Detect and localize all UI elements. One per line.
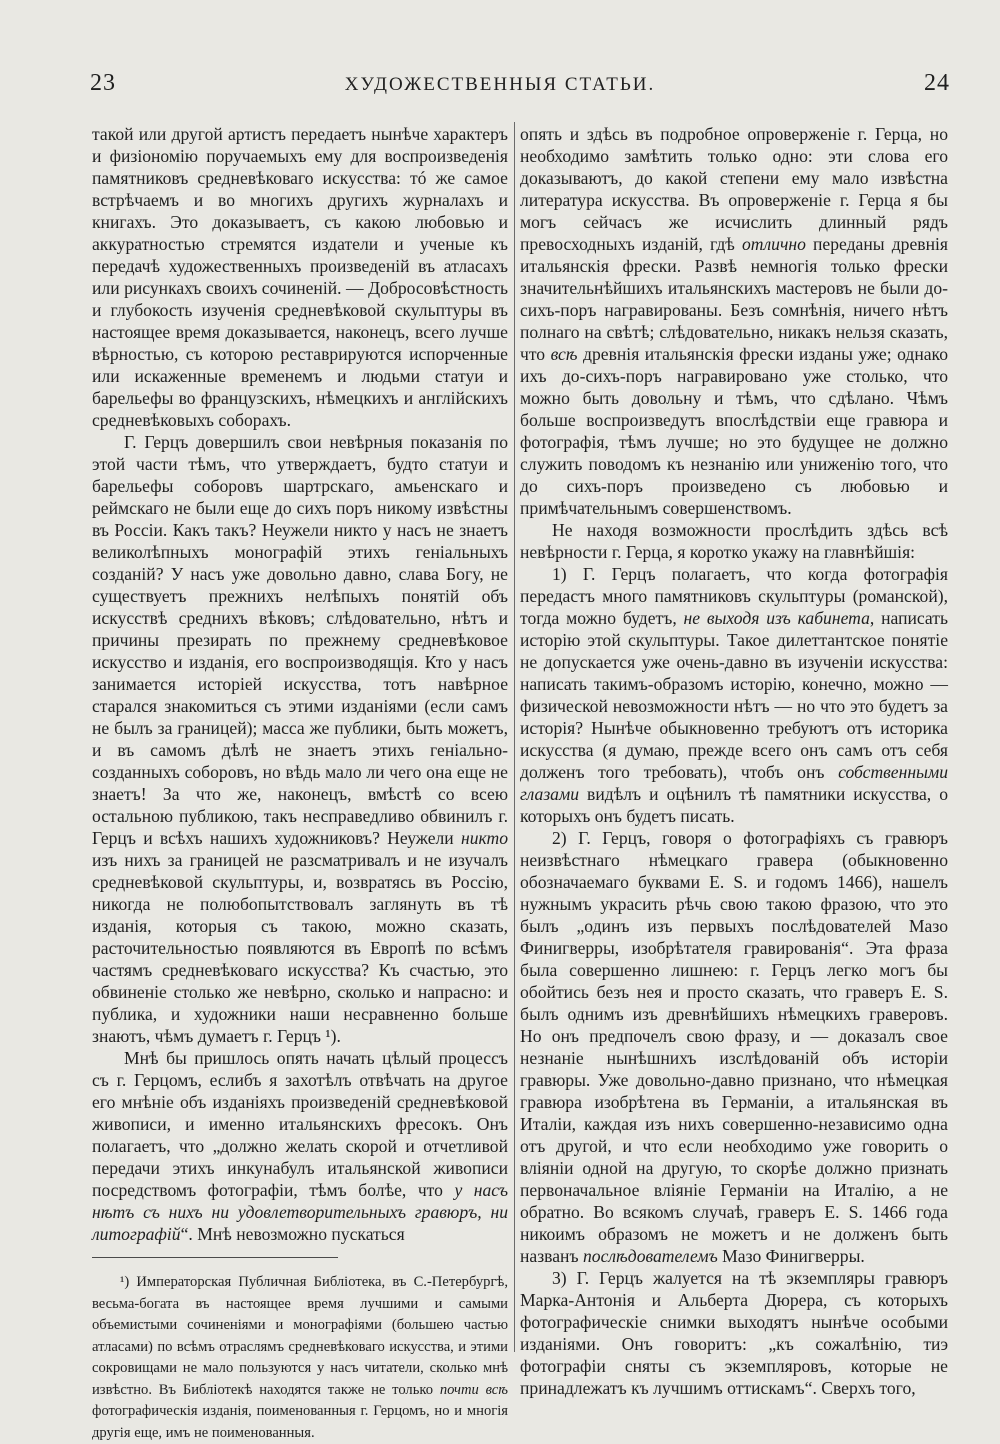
- column-divider: [514, 122, 515, 1352]
- right-paragraph-5: 3) Г. Герцъ жалуется на тѣ экземпляры гравюръ Марка-Антонія и Альберта Дюрера, съ которыхъ фотографическіе снимки выходятъ нынѣче особыми изданіями. Онъ говоритъ: „къ сожалѣнію, тиэ фотографіи сняты съ экземпляровъ, которые не принадлежатъ къ лучшимъ оттискамъ“. Сверхъ того,: [520, 1268, 948, 1398]
- right-p1-emphasis-2: всѣ: [550, 344, 578, 364]
- left-column: [92, 123, 508, 1444]
- right-paragraph-1: [520, 123, 948, 519]
- left-p2-emphasis: никто: [460, 828, 508, 848]
- left-p3-text-a: Мнѣ бы пришлось опять начать цѣлый процессъ съ г. Герцомъ, еслибъ я захотѣлъ отвѣчать на другое его мнѣніе объ изданіяхъ произведеній средневѣковой живописи, и именно итальянскихъ фресокъ. Онъ полагаетъ, что „должно желать скорой и отчетливой передачи этихъ инкунабулъ итальянской живописи посредствомъ фотографіи, тѣмъ болѣе, что: [92, 1048, 508, 1200]
- right-column: [520, 123, 948, 1399]
- right-p4-text-a: 2) Г. Герцъ, говоря о фотографіяхъ съ гравюръ неизвѣстнаго нѣмецкаго гравера (обыкновенно обозначаемаго буквами E. S. и годомъ 1466), нашелъ нужнымъ украсить рѣчь свою такою фразою, что это былъ „одинъ изъ первыхъ послѣдователей Мазо Финигверры, изобрѣтателя гравированія“. Эта фраза была совершенно лишнею: г. Герцъ легко могъ бы обойтись безъ нея и просто сказать, что граверъ E. S. былъ однимъ изъ древнѣйшихъ нѣмецкихъ граверовъ. Но онъ предпочелъ свою фразу, и — доказалъ свое незнаніе нынѣшнихъ изслѣдованій объ исторіи гравюры. Уже довольно-давно признано, что нѣмецкая гравюра изобрѣтена въ Германіи, а итальянская въ Италіи, каждая изъ нихъ совершенно-независимо одна отъ другой, и что если необходимо уже говорить о вліяніи одной на другую, то скорѣе должно признать первоначальное вліяніе Германіи на Италію, а не обратно. Во всякомъ случаѣ, граверъ E. S. 1466 года никоимъ образомъ не можетъ и не долженъ быть названъ: [520, 828, 948, 1266]
- footnote-emphasis: почти всѣ: [439, 1381, 508, 1398]
- right-paragraph-3: [520, 563, 948, 827]
- right-p3-emphasis-1: не выходя изъ кабинета: [683, 608, 870, 628]
- left-paragraph-1: такой или другой артистъ передаетъ нынѣче характеръ и физіономію поручаемыхъ ему для воспроизведенія памятниковъ средневѣковаго искусства: тó же самое встрѣчаемъ и во многихъ другихъ журналахъ и книгахъ. Это доказываетъ, съ какою любовью и аккуратностью стремятся издатели и ученые къ передачѣ художественныхъ произведеній въ атласахъ или рисункахъ своихъ сочиненій. — Добросовѣстность и глубокость изученія средневѣковой скульптуры въ настоящее время доказывается, наконецъ, всего лучше вѣрностью, съ которою реставрируются испорченные или искаженные временемъ и людьми статуи и барельефы во французскихъ, нѣмецкихъ и англійскихъ средневѣковыхъ соборахъ.: [92, 124, 508, 430]
- right-p1-text-a: опять и здѣсь въ подробное опроверженіе г. Герца, но необходимо замѣтить только одно: эти слова его доказываютъ, до какой степени ему мало извѣстна литература искусства. Въ опроверженіе г. Герца я бы могъ сейчасъ же исчислить длинный рядъ превосходныхъ изданій, гдѣ: [520, 124, 948, 254]
- right-p1-emphasis-1: отлично: [741, 234, 806, 254]
- footnote-rule: [92, 1257, 338, 1258]
- left-p3-text-b: “. Мнѣ невозможно пускаться: [180, 1224, 405, 1244]
- right-p4-text-b: Мазо Финигверры.: [722, 1246, 865, 1266]
- footnote-text-a: ¹) Императорская Публичная Библіотека, въ С.-Петербургѣ, весьма-богата въ настоящее время лучшими и самыми объемистыми сочиненіями и монографіями (большею частью атласами) по всѣмъ отраслямъ средневѣковаго искусства, и этими сокровищами не мало пользуются у насъ читатели, сколько мнѣ извѣстно. Въ Библіотекѣ находятся также не только: [92, 1274, 508, 1398]
- left-p2-text-a: Г. Герцъ довершилъ свои невѣрныя показанія по этой части тѣмъ, что утверждаетъ, будто статуи и барельефы соборовъ шартрскаго, амьенскаго и реймскаго не были еще до сихъ поръ никому извѣстны въ Россіи. Какъ такъ? Неужели никто у насъ не знаетъ великолѣпныхъ монографій этихъ геніальныхъ созданій? У насъ уже довольно давно, слава Богу, не существуетъ прежнихъ нелѣпыхъ понятій объ искусствѣ среднихъ вѣковъ; слѣдовательно, нѣтъ и причины презирать по прежнему средневѣковое искусство и изданія, его воспроизводящія. Кто у насъ занимается исторіей искусства, тотъ навѣрное старался знакомиться съ этими изданіями (если самъ не былъ за границей); масса же публики, быть можетъ, и въ самомъ дѣлѣ не знаетъ этихъ геніально-созданныхъ соборовъ, но вѣдь мало ли чего она еще не знаетъ! За что же, наконецъ, вмѣстѣ со всею остальною публикою, такъ несправедливо обвинилъ г. Герцъ и всѣхъ нашихъ художниковъ? Неужели: [92, 432, 508, 848]
- left-paragraph-3: [92, 1047, 508, 1245]
- right-p1-text-b: переданы древнія итальянскія фрески. Развѣ немногія только фрески значительнѣйшихъ итальянскихъ мастеровъ не были до-сихъ-поръ награвированы. Безъ сомнѣнія, ничего нѣтъ полнаго на свѣтѣ; слѣдовательно, никакъ нельзя сказать, что: [520, 234, 948, 364]
- right-p3-text-c: видѣлъ и оцѣнилъ тѣ памятники искусства, о которыхъ онъ будетъ писать.: [520, 784, 948, 826]
- left-paragraph-2: [92, 431, 508, 1047]
- page-number-right: 24: [924, 70, 950, 96]
- right-p3-text-a: 1) Г. Герцъ полагаетъ, что когда фотографія передастъ много памятниковъ скульптуры (романской), тогда можно будетъ,: [520, 564, 948, 628]
- right-p4-emphasis: послѣдователемъ: [582, 1246, 718, 1266]
- right-p1-text-c: древнія итальянскія фрески изданы уже; однако ихъ до-сихъ-поръ награвировано уже столько, что можно быть довольну и тѣмъ, что сдѣлано. Чѣмъ больше воспроизведутъ впослѣдствіи еще гравюра и фотографія, тѣмъ лучше; но это будущее не должно служить поводомъ къ незнанію или униженію того, что до сихъ-поръ произведено съ любовью и примѣчательнымъ совершенствомъ.: [520, 344, 948, 518]
- left-p2-text-b: изъ нихъ за границей не разсматривалъ и не изучалъ средневѣковой скульптуры, и, возвратясь въ Россію, никогда не полюбопытствовалъ заглянуть въ тѣ изданія, которыя съ такою, можно сказать, расточительностью появляются въ Европѣ по всѣмъ частямъ средневѣковаго искусства? Къ счастью, это обвиненіе столько же невѣрно, сколько и напрасно: и публика, и художники наши несравненно больше знаютъ, чѣмъ думаетъ г. Герцъ ¹).: [92, 850, 508, 1046]
- right-paragraph-2: Не находя возможности прослѣдить здѣсь всѣ невѣрности г. Герца, я коротко укажу на главнѣйшія:: [520, 520, 948, 562]
- running-head: ХУДОЖЕСТВЕННЫЯ СТАТЬИ.: [344, 74, 656, 95]
- footnote: [92, 1272, 508, 1444]
- footnote-text-b: фотографическія изданія, поименованныя г. Герцомъ, но и многія другія еще, имъ не поименованныя.: [92, 1403, 508, 1441]
- page-number-left: 23: [90, 70, 116, 96]
- left-p3-emphasis: у насъ нѣтъ съ нихъ ни удовлетворительныхъ гравюръ, ни литографій: [92, 1180, 508, 1244]
- right-p3-emphasis-2: собственными глазами: [520, 762, 948, 804]
- page-header: [0, 70, 1000, 100]
- right-p3-text-b: , написать исторію этой скульптуры. Такое дилеттантское понятіе не допускается уже очень-давно въ изученіи искусства: написать такимъ-образомъ исторію, конечно, можно — физической невозможности нѣтъ — но что это будетъ за исторія? Нынѣче обыкновенно требуютъ отъ историка искусства (я думаю, прежде всего онъ самъ отъ себя долженъ того требовать), чтобъ онъ: [520, 608, 948, 782]
- right-paragraph-4: [520, 827, 948, 1267]
